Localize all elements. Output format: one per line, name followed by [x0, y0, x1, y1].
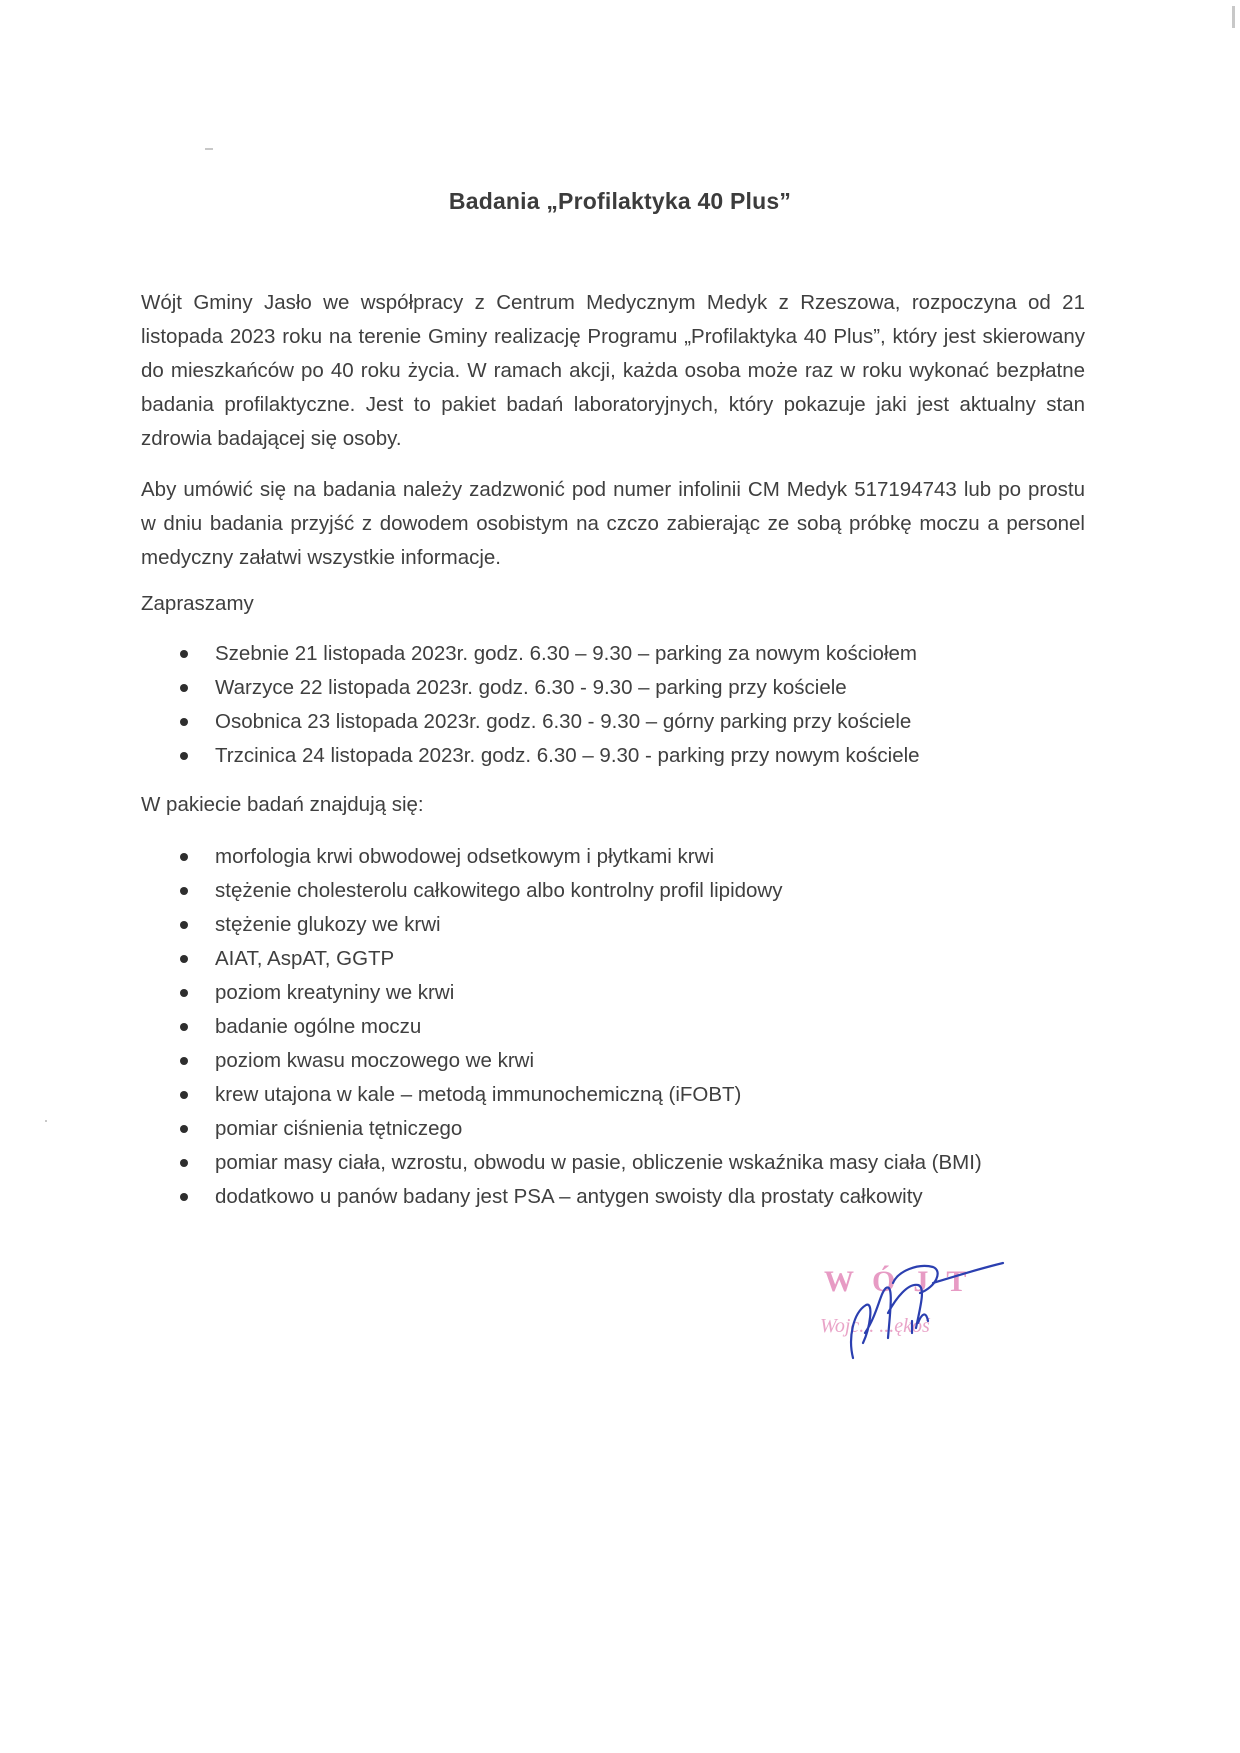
- list-item: badanie ogólne moczu: [141, 1010, 1101, 1044]
- locations-list: [141, 637, 1101, 773]
- bullet-icon: [180, 1159, 188, 1167]
- list-item: dodatkowo u panów badany jest PSA – antygen swoisty dla prostaty całkowity: [141, 1180, 1101, 1214]
- document-title: Badania „Profilaktyka 40 Plus”: [448, 188, 792, 214]
- bullet-icon: [180, 718, 188, 726]
- list-item: Warzyce 22 listopada 2023r. godz. 6.30 - 9.30 – parking przy kościele: [141, 671, 1101, 705]
- stamp-name-text: Wojc... ...ękoś: [820, 1315, 930, 1337]
- list-item: stężenie glukozy we krwi: [141, 908, 1101, 942]
- list-item: stężenie cholesterolu całkowitego albo kontrolny profil lipidowy: [141, 874, 1101, 908]
- scan-speck: [1232, 6, 1235, 28]
- scan-speck: [205, 148, 213, 150]
- invitation-text: Zapraszamy: [141, 592, 254, 615]
- tests-heading: W pakiecie badań znajdują się:: [141, 793, 424, 816]
- bullet-icon: [180, 1193, 188, 1201]
- list-item: krew utajona w kale – metodą immunochemiczną (iFOBT): [141, 1078, 1101, 1112]
- bullet-icon: [180, 650, 188, 658]
- list-item: Osobnica 23 listopada 2023r. godz. 6.30 - 9.30 – górny parking przy kościele: [141, 705, 1101, 739]
- bullet-icon: [180, 921, 188, 929]
- list-item: poziom kreatyniny we krwi: [141, 976, 1101, 1010]
- bullet-icon: [180, 989, 188, 997]
- list-item: poziom kwasu moczowego we krwi: [141, 1044, 1101, 1078]
- official-stamp-signature: [808, 1253, 1008, 1363]
- intro-paragraph: Wójt Gminy Jasło we współpracy z Centrum Medycznym Medyk z Rzeszowa, rozpoczyna od 21 listopada 2023 roku na terenie Gminy realizację Programu „Profilaktyka 40 Plus”, który jest skierowany do mieszkańców po 40 roku życia. W ramach akcji, każda osoba może raz w roku wykonać bezpłatne badania profilaktyczne. Jest to pakiet badań laboratoryjnych, który pokazuje jaki jest aktualny stan zdrowia badającej się osoby.: [141, 291, 1085, 450]
- list-item: Szebnie 21 listopada 2023r. godz. 6.30 – 9.30 – parking za nowym kościołem: [141, 637, 1101, 671]
- bullet-icon: [180, 1057, 188, 1065]
- bullet-icon: [180, 752, 188, 760]
- bullet-icon: [180, 1023, 188, 1031]
- bullet-icon: [180, 853, 188, 861]
- registration-paragraph: Aby umówić się na badania należy zadzwonić pod numer infolinii CM Medyk 517194743 lub po prostu w dniu badania przyjść z dowodem osobistym na czczo zabierając ze sobą próbkę moczu a personel medyczny załatwi wszystkie informacje.: [141, 478, 1085, 569]
- tests-list: [141, 840, 1101, 1214]
- bullet-icon: [180, 955, 188, 963]
- bullet-icon: [180, 1125, 188, 1133]
- list-item: pomiar masy ciała, wzrostu, obwodu w pasie, obliczenie wskaźnika masy ciała (BMI): [141, 1146, 1101, 1180]
- signature-icon: [808, 1253, 1008, 1363]
- bullet-icon: [180, 1091, 188, 1099]
- list-item: Trzcinica 24 listopada 2023r. godz. 6.30 – 9.30 - parking przy nowym kościele: [141, 739, 1101, 773]
- bullet-icon: [180, 684, 188, 692]
- list-item: pomiar ciśnienia tętniczego: [141, 1112, 1101, 1146]
- stamp-role-text: WÓJT: [824, 1265, 985, 1298]
- bullet-icon: [180, 887, 188, 895]
- list-item: AIAT, AspAT, GGTP: [141, 942, 1101, 976]
- list-item: morfologia krwi obwodowej odsetkowym i płytkami krwi: [141, 840, 1101, 874]
- scan-speck: [45, 1120, 47, 1122]
